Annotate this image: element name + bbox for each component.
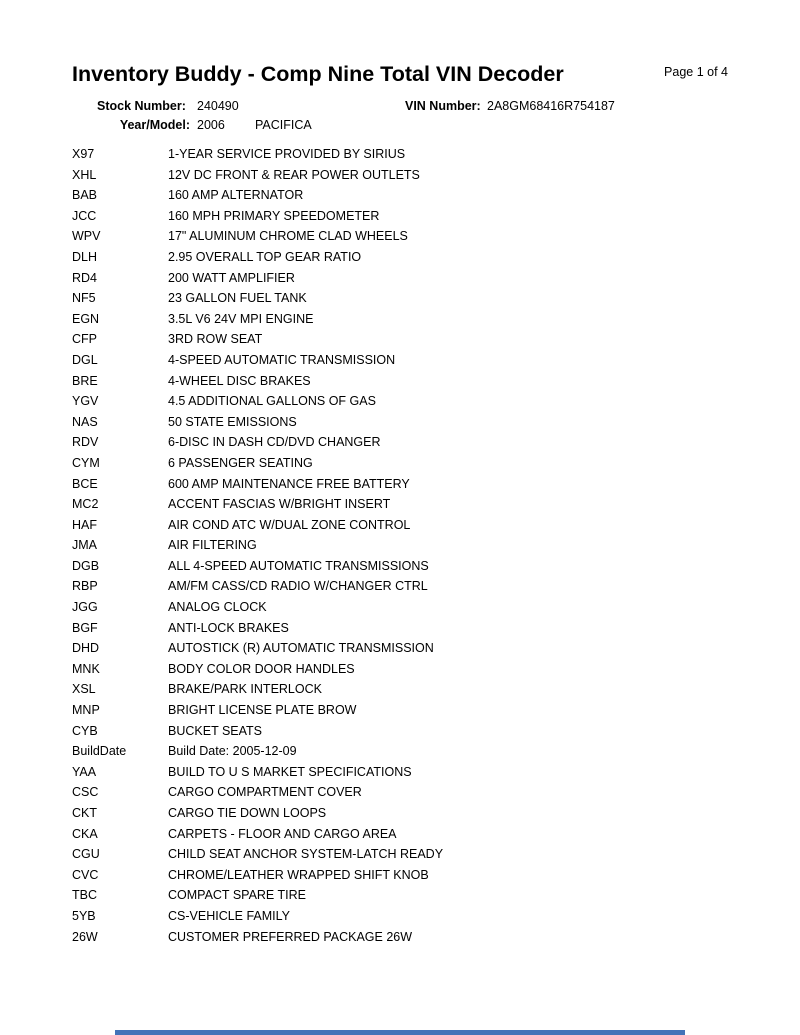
- option-description: AIR FILTERING: [168, 538, 257, 553]
- option-description: COMPACT SPARE TIRE: [168, 888, 306, 903]
- option-code: X97: [72, 147, 95, 161]
- option-description: 4-WHEEL DISC BRAKES: [168, 373, 311, 388]
- option-description: 2.95 OVERALL TOP GEAR RATIO: [168, 249, 362, 264]
- option-description: CHROME/LEATHER WRAPPED SHIFT KNOB: [168, 867, 429, 882]
- option-code: TBC: [72, 888, 97, 903]
- option-description: 3RD ROW SEAT: [168, 332, 263, 347]
- option-code: CVC: [72, 867, 99, 882]
- option-description: AIR COND ATC W/DUAL ZONE CONTROL: [168, 517, 411, 532]
- model-value: PACIFICA: [255, 118, 312, 132]
- option-description: AM/FM CASS/CD RADIO W/CHANGER CTRL: [168, 579, 428, 594]
- option-code: BCE: [72, 476, 98, 491]
- option-description: ACCENT FASCIAS W/BRIGHT INSERT: [168, 497, 391, 512]
- option-row: [72, 329, 762, 350]
- option-description: 6-DISC IN DASH CD/DVD CHANGER: [168, 435, 381, 450]
- option-code: CFP: [72, 332, 97, 347]
- option-code: DHD: [72, 641, 100, 656]
- option-row: [72, 412, 762, 433]
- stock-number-value: 240490: [197, 99, 239, 113]
- option-description: ANTI-LOCK BRAKES: [168, 620, 289, 635]
- option-code: DGL: [72, 352, 98, 367]
- option-description: 160 MPH PRIMARY SPEEDOMETER: [168, 208, 380, 223]
- option-row: [72, 432, 762, 453]
- option-description: Build Date: 2005-12-09: [168, 744, 297, 759]
- option-description: 50 STATE EMISSIONS: [168, 414, 297, 429]
- next-page-header-bar: [115, 1030, 685, 1035]
- option-row: [72, 762, 762, 783]
- option-code: EGN: [72, 311, 100, 326]
- option-code: RBP: [72, 579, 98, 594]
- option-code: JGG: [72, 600, 98, 615]
- option-row: [72, 206, 762, 227]
- option-code: BRE: [72, 373, 98, 388]
- option-code: RDV: [72, 435, 99, 450]
- option-row: [72, 226, 762, 247]
- option-code: CKT: [72, 806, 97, 820]
- option-description: 17" ALUMINUM CHROME CLAD WHEELS: [168, 229, 408, 244]
- option-row: [72, 474, 762, 495]
- year-model-label: Year/Model:: [119, 118, 190, 132]
- option-row: [72, 741, 762, 762]
- option-code: NF5: [72, 291, 96, 306]
- option-description: CHILD SEAT ANCHOR SYSTEM-LATCH READY: [168, 847, 444, 862]
- option-row: [72, 679, 762, 700]
- option-code: YGV: [72, 394, 99, 409]
- option-code: RD4: [72, 270, 98, 285]
- option-code: 26W: [72, 929, 98, 944]
- option-row: [72, 885, 762, 906]
- option-description: ANALOG CLOCK: [168, 600, 267, 615]
- option-code: MNP: [72, 703, 100, 718]
- option-description: 600 AMP MAINTENANCE FREE BATTERY: [168, 476, 410, 491]
- option-code: MC2: [72, 497, 99, 512]
- option-row: [72, 597, 762, 618]
- option-row: [72, 824, 762, 845]
- option-row: [72, 865, 762, 886]
- option-description: CUSTOMER PREFERRED PACKAGE 26W: [168, 929, 413, 944]
- option-code: JMA: [72, 538, 97, 553]
- option-code: CYM: [72, 455, 100, 470]
- option-description: CARPETS - FLOOR AND CARGO AREA: [168, 826, 397, 841]
- option-code: XSL: [72, 682, 96, 697]
- report-header: [72, 62, 728, 87]
- page-title: Inventory Buddy - Comp Nine Total VIN Decoder: [72, 62, 564, 86]
- option-code: BAB: [72, 188, 98, 203]
- option-code: MNK: [72, 661, 100, 676]
- option-codes-list: [72, 144, 762, 947]
- option-row: [72, 700, 762, 721]
- option-description: ALL 4-SPEED AUTOMATIC TRANSMISSIONS: [168, 558, 429, 573]
- option-row: [72, 535, 762, 556]
- option-code: BuildDate: [72, 744, 127, 759]
- option-row: [72, 350, 762, 371]
- option-row: [72, 721, 762, 742]
- option-code: HAF: [72, 517, 97, 532]
- option-row: [72, 247, 762, 268]
- option-row: [72, 556, 762, 577]
- year-value: 2006: [197, 118, 225, 132]
- option-code: NAS: [72, 414, 98, 429]
- option-description: 6 PASSENGER SEATING: [168, 455, 313, 470]
- option-row: [72, 391, 762, 412]
- option-description: 4-SPEED AUTOMATIC TRANSMISSION: [168, 352, 396, 367]
- option-description: BODY COLOR DOOR HANDLES: [168, 661, 355, 676]
- option-row: [72, 844, 762, 865]
- option-description: CARGO TIE DOWN LOOPS: [168, 806, 327, 820]
- option-row: [72, 576, 762, 597]
- option-row: [72, 618, 762, 639]
- option-description: BRAKE/PARK INTERLOCK: [168, 682, 322, 697]
- option-code: CSC: [72, 785, 99, 800]
- option-code: BGF: [72, 620, 98, 635]
- page-number-label: Page 1 of 4: [664, 65, 728, 79]
- option-code: CGU: [72, 847, 100, 862]
- option-description: AUTOSTICK (R) AUTOMATIC TRANSMISSION: [168, 641, 434, 656]
- option-row: [72, 268, 762, 289]
- option-code: YAA: [72, 764, 97, 779]
- option-row: [72, 659, 762, 680]
- option-row: [72, 782, 762, 803]
- option-code: WPV: [72, 229, 101, 244]
- option-row: [72, 803, 762, 824]
- vin-number-value: 2A8GM68416R754187: [487, 99, 615, 113]
- option-code: DGB: [72, 558, 100, 573]
- option-description: CS-VEHICLE FAMILY: [168, 908, 291, 923]
- option-code: XHL: [72, 167, 97, 182]
- option-row: [72, 144, 762, 165]
- option-description: BUILD TO U S MARKET SPECIFICATIONS: [168, 764, 412, 779]
- option-row: [72, 309, 762, 330]
- option-description: CARGO COMPARTMENT COVER: [168, 785, 362, 800]
- option-description: 3.5L V6 24V MPI ENGINE: [168, 311, 314, 326]
- option-description: 200 WATT AMPLIFIER: [168, 270, 295, 285]
- option-description: 160 AMP ALTERNATOR: [168, 188, 304, 203]
- option-code: CYB: [72, 723, 98, 738]
- vin-number-label: VIN Number:: [405, 99, 481, 113]
- option-description: 4.5 ADDITIONAL GALLONS OF GAS: [168, 394, 376, 409]
- option-description: BUCKET SEATS: [168, 723, 263, 738]
- option-row: [72, 927, 762, 948]
- option-row: [72, 371, 762, 392]
- option-row: [72, 288, 762, 309]
- option-code: 5YB: [72, 908, 96, 923]
- option-row: [72, 185, 762, 206]
- option-description: BRIGHT LICENSE PLATE BROW: [168, 703, 357, 718]
- option-description: 12V DC FRONT & REAR POWER OUTLETS: [168, 167, 420, 182]
- option-row: [72, 638, 762, 659]
- option-row: [72, 165, 762, 186]
- stock-number-label: Stock Number:: [97, 99, 186, 113]
- option-description: 23 GALLON FUEL TANK: [168, 291, 307, 306]
- option-row: [72, 453, 762, 474]
- option-row: [72, 906, 762, 927]
- option-code: CKA: [72, 826, 98, 841]
- option-code: JCC: [72, 208, 97, 223]
- option-row: [72, 515, 762, 536]
- option-description: 1-YEAR SERVICE PROVIDED BY SIRIUS: [168, 147, 406, 161]
- option-code: DLH: [72, 249, 98, 264]
- option-row: [72, 494, 762, 515]
